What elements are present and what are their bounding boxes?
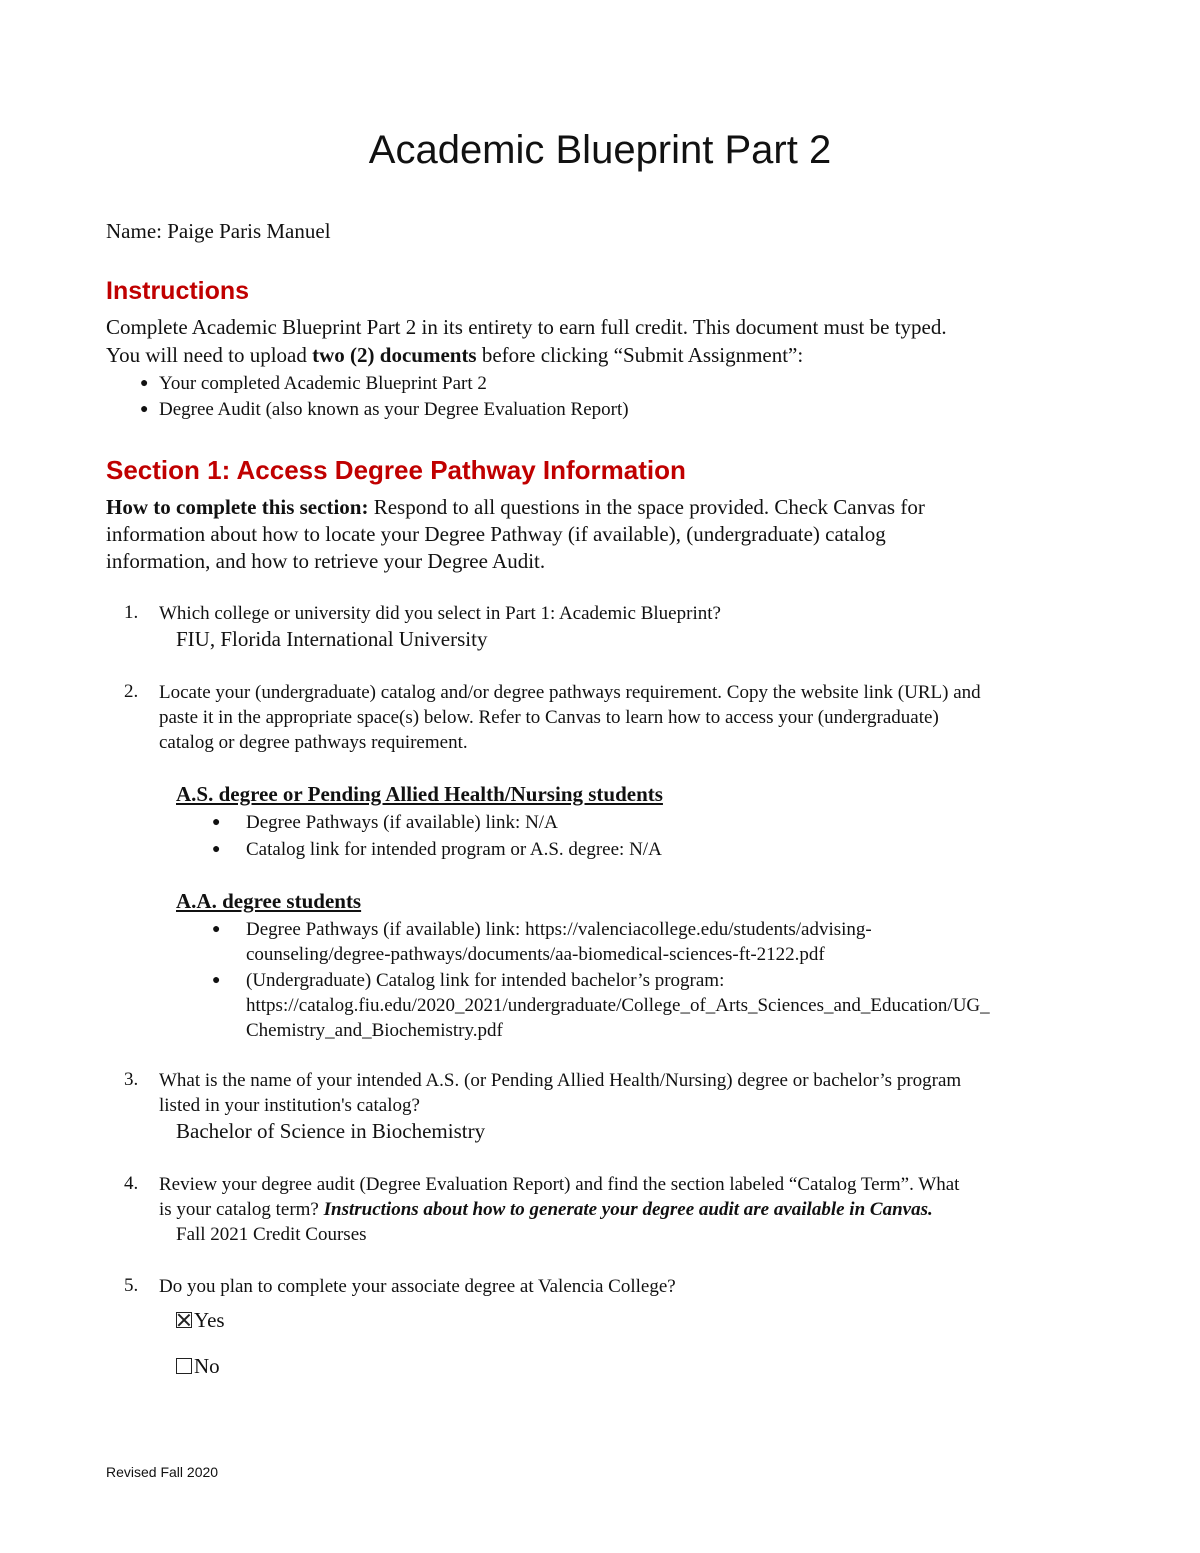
- question-1-answer: FIU, Florida International University: [176, 627, 488, 651]
- yes-checkbox[interactable]: [176, 1312, 192, 1328]
- instructions-heading: Instructions: [106, 277, 250, 305]
- question-5-number: 5.: [124, 1275, 139, 1296]
- question-5-text: Do you plan to complete your associate degree at Valencia College?: [159, 1276, 676, 1297]
- aa-degree-heading: A.A. degree students: [176, 889, 362, 913]
- no-checkbox[interactable]: [176, 1358, 192, 1374]
- instructions-bullet-2: Degree Audit (also known as your Degree Evaluation Report): [159, 399, 629, 420]
- bullet-dot-icon: ●: [212, 842, 221, 857]
- instructions-line-2-pre: You will need to upload: [106, 343, 313, 367]
- question-4-number: 4.: [124, 1173, 139, 1194]
- aa-bullet-2-line-2: https://catalog.fiu.edu/2020_2021/undergraduate/College_of_Arts_Sciences_and_Education/UG_: [246, 995, 990, 1016]
- bullet-dot-icon: ●: [212, 922, 221, 937]
- question-3-answer: Bachelor of Science in Biochemistry: [176, 1119, 486, 1143]
- question-2-number: 2.: [124, 681, 139, 702]
- bullet-dot-icon: ●: [140, 376, 149, 391]
- option-yes[interactable]: [176, 1307, 225, 1333]
- document-title: Academic Blueprint Part 2: [368, 128, 832, 172]
- section-1-how-line-1: [106, 494, 925, 520]
- aa-bullet-2-line-1: (Undergraduate) Catalog link for intended bachelor’s program:: [246, 970, 725, 991]
- instructions-line-1: Complete Academic Blueprint Part 2 in its entirety to earn full credit. This document must be typed.: [106, 315, 947, 339]
- question-2-line-1: Locate your (undergraduate) catalog and/or degree pathways requirement. Copy the website link (URL) and: [159, 682, 981, 703]
- instructions-line-2-post: before clicking “Submit Assignment”:: [476, 343, 804, 367]
- question-4-line-2-emphasis: Instructions about how to generate your degree audit are available in Canvas.: [323, 1199, 933, 1220]
- section-1-how-text: Respond to all questions in the space provided. Check Canvas for: [368, 495, 925, 519]
- aa-bullet-2-line-3: Chemistry_and_Biochemistry.pdf: [246, 1020, 503, 1041]
- section-1-how-line-3: information, and how to retrieve your Degree Audit.: [106, 549, 546, 573]
- section-1-how-line-2: information about how to locate your Degree Pathway (if available), (undergraduate) catalog: [106, 522, 886, 546]
- question-2-line-3: catalog or degree pathways requirement.: [159, 732, 468, 753]
- question-4-line-2: [159, 1197, 933, 1222]
- bullet-dot-icon: ●: [212, 815, 221, 830]
- option-no-label: No: [194, 1354, 220, 1378]
- option-yes-label: Yes: [194, 1308, 225, 1332]
- bullet-dot-icon: ●: [212, 973, 221, 988]
- section-1-heading: Section 1: Access Degree Pathway Information: [106, 455, 686, 485]
- question-1-text: Which college or university did you select in Part 1: Academic Blueprint?: [159, 603, 721, 624]
- name-line: Name: Paige Paris Manuel: [106, 219, 331, 243]
- as-degree-heading: A.S. degree or Pending Allied Health/Nursing students: [176, 782, 663, 806]
- section-1-how-bold: How to complete this section:: [106, 495, 369, 519]
- instructions-line-2: [106, 342, 803, 368]
- instructions-bullet-1: Your completed Academic Blueprint Part 2: [159, 373, 487, 394]
- question-3-number: 3.: [124, 1069, 139, 1090]
- question-1-number: 1.: [124, 602, 139, 623]
- bullet-dot-icon: ●: [140, 402, 149, 417]
- question-3-line-2: listed in your institution's catalog?: [159, 1095, 420, 1116]
- aa-bullet-1-line-2: counseling/degree-pathways/documents/aa-biomedical-sciences-ft-2122.pdf: [246, 944, 825, 965]
- aa-bullet-1-line-1: Degree Pathways (if available) link: https://valenciacollege.edu/students/advising-: [246, 919, 872, 940]
- question-4-line-1: Review your degree audit (Degree Evaluation Report) and find the section labeled “Catalog Term”. What: [159, 1174, 960, 1195]
- instructions-line-2-bold: two (2) documents: [312, 343, 477, 367]
- as-bullet-1: Degree Pathways (if available) link: N/A: [246, 812, 558, 833]
- question-3-line-1: What is the name of your intended A.S. (or Pending Allied Health/Nursing) degree or bachelor’s program: [159, 1070, 962, 1091]
- question-4-line-2-pre: is your catalog term?: [159, 1199, 324, 1220]
- option-no[interactable]: [176, 1353, 220, 1379]
- question-4-answer: Fall 2021 Credit Courses: [176, 1224, 367, 1245]
- footer-revised: Revised Fall 2020: [106, 1464, 219, 1480]
- question-2-line-2: paste it in the appropriate space(s) below. Refer to Canvas to learn how to access your (undergraduate): [159, 707, 939, 728]
- as-bullet-2: Catalog link for intended program or A.S. degree: N/A: [246, 839, 662, 860]
